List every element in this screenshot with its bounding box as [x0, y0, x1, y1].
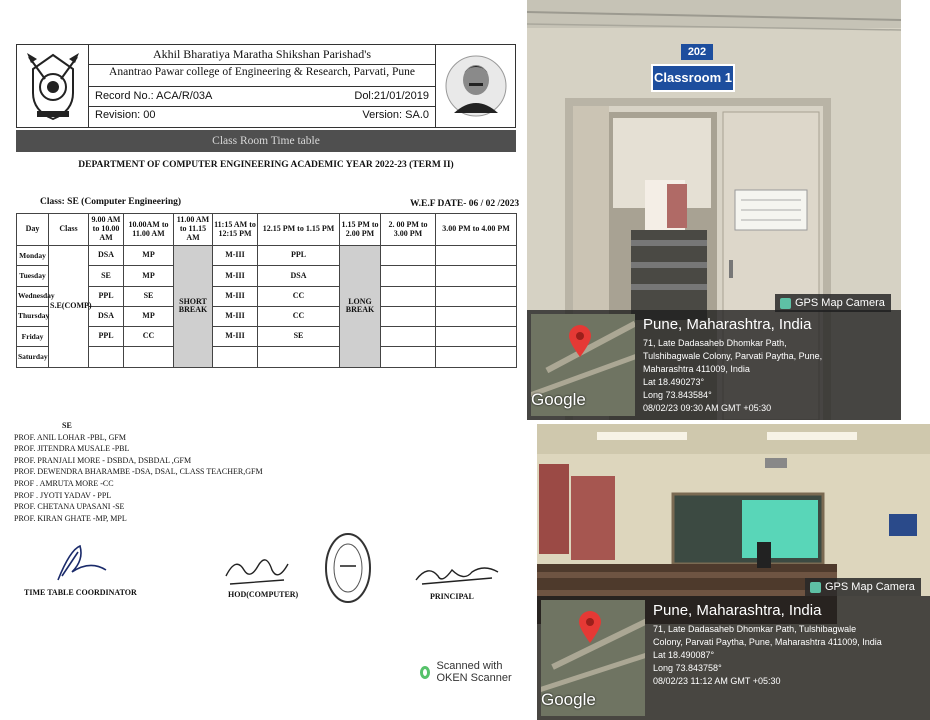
slot-cell: PPL — [89, 286, 124, 306]
header-row — [17, 214, 517, 246]
col-header: Day — [17, 214, 49, 246]
col-header: 10.00AM to 11.00 AM — [124, 214, 174, 246]
staff-item: PROF. CHETANA UPASANI -SE — [14, 502, 125, 512]
table-row — [17, 266, 517, 286]
slot-cell: M-III — [213, 246, 258, 266]
slot-cell: M-III — [213, 327, 258, 347]
gps-overlay — [537, 596, 930, 720]
class-line: Class: SE (Computer Engineering) — [40, 197, 182, 207]
map-pin-icon — [577, 610, 603, 644]
slot-cell — [258, 347, 340, 367]
col-header: 1.15 PM to 2.00 PM — [340, 214, 381, 246]
org-name: Akhil Bharatiya Maratha Shikshan Parishad's — [152, 47, 372, 61]
slot-cell — [436, 327, 517, 347]
long-break-cell: LONG BREAK — [340, 246, 381, 368]
classroom-sign: Classroom 1 — [651, 64, 735, 92]
hod-label: HOD(COMPUTER) — [228, 590, 299, 599]
staff-item: PROF. PRANJALI MORE - DSBDA, DSBDAL ,GFM — [14, 455, 192, 465]
college-stamp — [322, 530, 374, 606]
gps-address: Tulshibagwale Colony, Parvati Paytha, Pune, — [643, 351, 823, 361]
slot-cell — [89, 347, 124, 367]
scanner-watermark — [420, 660, 528, 684]
day-cell: Saturday — [17, 347, 49, 367]
gps-address: 71, Late Dadasaheb Dhomkar Path, Tulshibagwale — [653, 624, 857, 634]
slot-cell — [124, 347, 174, 367]
slot-cell — [381, 347, 436, 367]
slot-cell — [436, 246, 517, 266]
slot-cell: DSA — [89, 246, 124, 266]
staff-item: PROF. ANIL LOHAR -PBL, GFM — [14, 432, 126, 442]
college-logo — [17, 45, 89, 127]
gps-latitude: Lat 18.490273° — [643, 377, 705, 387]
document-header — [16, 44, 516, 128]
hod-signature — [222, 546, 292, 590]
slot-cell — [381, 266, 436, 286]
camera-icon — [780, 298, 791, 309]
gps-city: Pune, Maharashtra, India — [643, 316, 812, 333]
slot-cell: CC — [124, 327, 174, 347]
satellite-map-thumbnail — [531, 314, 635, 416]
slot-cell: M-III — [213, 306, 258, 326]
classroom-interior-photo — [537, 424, 930, 720]
oken-scanner-icon — [420, 666, 430, 679]
day-cell: Monday — [17, 246, 49, 266]
day-cell: Wednesday — [17, 286, 49, 306]
slot-cell: MP — [124, 246, 174, 266]
staff-item: PROF. JITENDRA MUSALE -PBL — [14, 444, 130, 454]
short-break-cell: SHORT BREAK — [174, 246, 213, 368]
staff-item: PROF. DEWENDRA BHARAMBE -DSA, DSAL, CLASS TEACHER,GFM — [14, 467, 263, 477]
staff-list — [14, 420, 263, 524]
scanner-text: Scanned with OKEN Scanner — [436, 660, 512, 684]
gps-address: Maharashtra 411009, India — [643, 364, 750, 374]
slot-cell — [436, 266, 517, 286]
timetable-grid — [16, 213, 517, 368]
col-header: 11.00 AM to 11.15 AM — [174, 214, 213, 246]
staff-heading: SE — [62, 421, 72, 430]
slot-cell — [381, 306, 436, 326]
google-logo: Google — [541, 690, 596, 709]
classroom-door-photo — [527, 0, 901, 420]
gps-longitude: Long 73.843584° — [643, 390, 712, 400]
principal-signature — [412, 560, 502, 590]
satellite-map-thumbnail — [541, 600, 645, 716]
slot-cell: SE — [258, 327, 340, 347]
slot-cell: DSA — [89, 306, 124, 326]
badge-label: GPS Map Camera — [795, 297, 885, 309]
table-row — [17, 246, 517, 266]
staff-item: PROF . AMRUTA MORE -CC — [14, 478, 114, 488]
gps-info — [653, 602, 926, 688]
coordinator-label: TIME TABLE COORDINATOR — [24, 588, 137, 597]
founder-portrait — [435, 45, 515, 127]
staff-item: PROF . JYOTI YADAV - PPL — [14, 490, 112, 500]
slot-cell: DSA — [258, 266, 340, 286]
gps-address: Colony, Parvati Paytha, Pune, Maharashtra 411009, India — [653, 637, 882, 647]
version: Version: SA.0 — [362, 109, 429, 121]
staff-item: PROF. KIRAN GHATE -MP, MPL — [14, 513, 127, 523]
revision: Revision: 00 — [95, 109, 156, 121]
table-row — [17, 347, 517, 367]
col-header: 3.00 PM to 4.00 PM — [436, 214, 517, 246]
camera-icon — [810, 582, 821, 593]
gps-timestamp: 08/02/23 11:12 AM GMT +05:30 — [653, 676, 781, 686]
slot-cell: PPL — [258, 246, 340, 266]
slot-cell: MP — [124, 306, 174, 326]
wef-date: W.E.F DATE- 06 / 02 /2023 — [410, 199, 520, 209]
slot-cell — [381, 327, 436, 347]
col-header: Class — [49, 214, 89, 246]
gps-longitude: Long 73.843758° — [653, 663, 722, 673]
slot-cell — [436, 306, 517, 326]
principal-label: PRINCIPAL — [430, 592, 474, 601]
slot-cell: CC — [258, 306, 340, 326]
gps-timestamp: 08/02/23 09:30 AM GMT +05:30 — [643, 403, 772, 413]
coordinator-signature — [50, 540, 110, 586]
badge-label: GPS Map Camera — [825, 581, 915, 593]
slot-cell — [213, 347, 258, 367]
room-number-sign: 202 — [681, 44, 713, 60]
gps-latitude: Lat 18.490087° — [653, 650, 715, 660]
department-line: DEPARTMENT OF COMPUTER ENGINEERING ACADEMIC YEAR 2022-23 (TERM II) — [78, 160, 454, 170]
slot-cell: CC — [258, 286, 340, 306]
slot-cell — [381, 246, 436, 266]
slot-cell: MP — [124, 266, 174, 286]
col-header: 9.00 AM to 10.00 AM — [89, 214, 124, 246]
dol-date: Dol:21/01/2019 — [354, 90, 429, 102]
slot-cell — [381, 286, 436, 306]
day-cell: Friday — [17, 327, 49, 347]
college-name: Anantrao Pawar college of Engineering & Research, Parvati, Pune — [109, 66, 415, 78]
col-header: 12.15 PM to 1.15 PM — [258, 214, 340, 246]
gps-address: 71, Late Dadasaheb Dhomkar Path, — [643, 338, 787, 348]
slot-cell: SE — [89, 266, 124, 286]
google-logo: Google — [531, 390, 586, 409]
record-number: Record No.: ACA/R/03A — [95, 90, 213, 102]
class-cell: S.E(COMP) — [49, 246, 89, 368]
slot-cell — [436, 286, 517, 306]
gps-overlay — [527, 310, 901, 420]
slot-cell: SE — [124, 286, 174, 306]
slot-cell: PPL — [89, 327, 124, 347]
col-header: 11:15 AM to 12:15 PM — [213, 214, 258, 246]
map-pin-icon — [567, 324, 593, 358]
day-cell: Tuesday — [17, 266, 49, 286]
timetable-title: Class Room Time table — [16, 130, 516, 152]
gps-info — [643, 316, 897, 415]
slot-cell: M-III — [213, 286, 258, 306]
gps-camera-badge — [805, 578, 921, 596]
table-row — [17, 327, 517, 347]
slot-cell: M-III — [213, 266, 258, 286]
gps-city: Pune, Maharashtra, India — [653, 602, 822, 619]
day-cell: Thursday — [17, 306, 49, 326]
col-header: 2. 00 PM to 3.00 PM — [381, 214, 436, 246]
slot-cell — [436, 347, 517, 367]
